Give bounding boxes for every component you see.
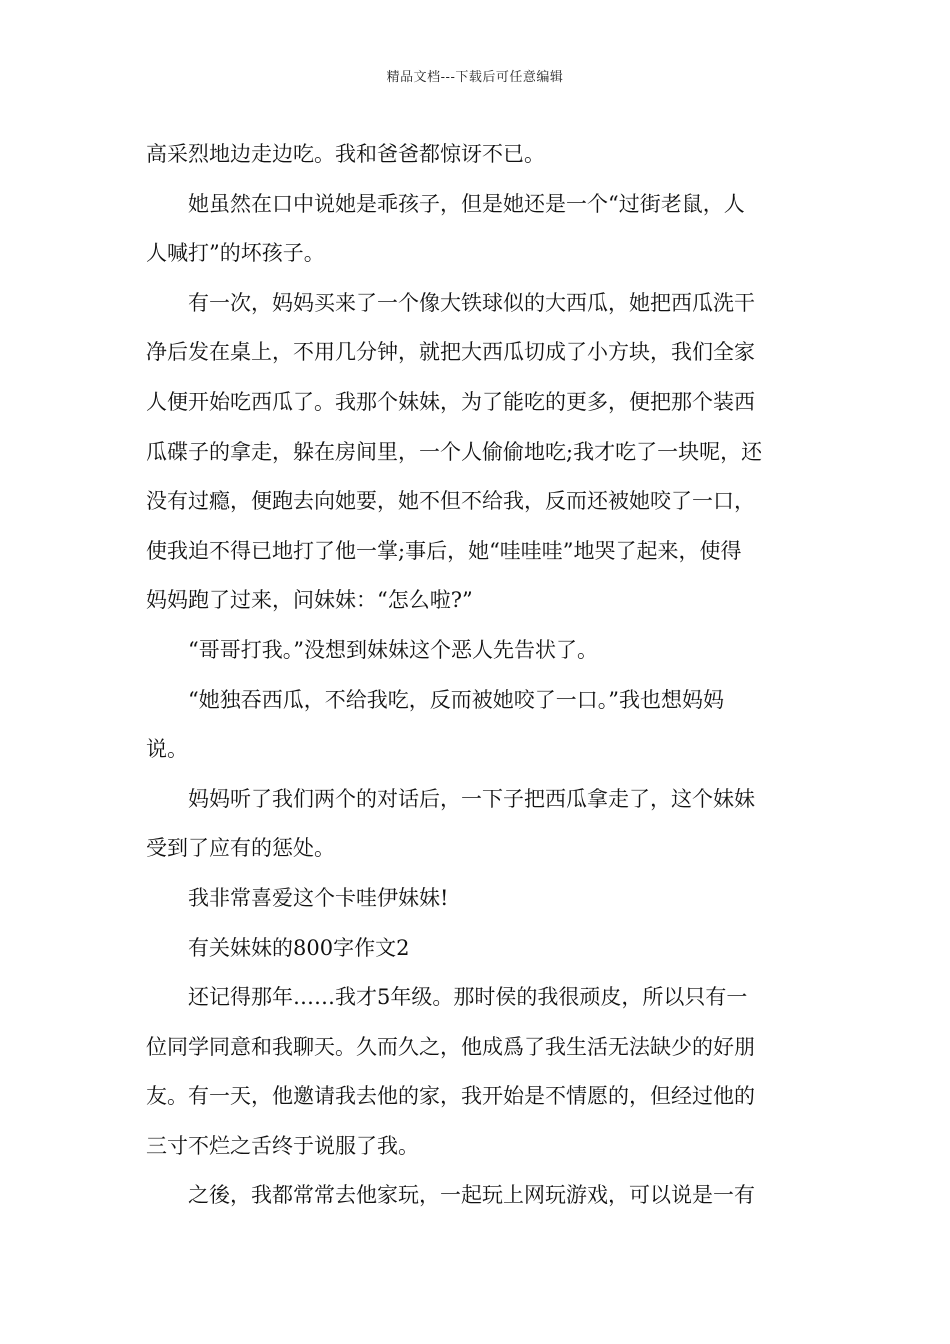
text-line: 友。有一天，他邀请我去他的家，我开始是不情愿的，但经过他的 — [146, 1084, 755, 1109]
text-line: 瓜碟子的拿走，躲在房间里，一个人偷偷地吃;我才吃了一块呢，还 — [146, 439, 763, 464]
document-body — [146, 130, 811, 1221]
text-line: 三寸不烂之舌终于说服了我。 — [146, 1133, 419, 1158]
text-line: 使我迫不得已地打了他一掌;事后，她“哇哇哇”地哭了起来，使得 — [146, 538, 742, 563]
text-line: 妈妈跑了过来，问妹妹：“怎么啦?” — [146, 588, 473, 613]
section-heading: 有关妹妹的800字作文2 — [188, 935, 410, 960]
text-line: 受到了应有的惩处。 — [146, 836, 335, 861]
text-line: 人便开始吃西瓜了。我那个妹妹，为了能吃的更多，便把那个装西 — [146, 389, 755, 414]
text-line: 我非常喜爱这个卡哇伊妹妹! — [188, 885, 449, 910]
text-line: 还记得那年……我才5年级。那时侯的我很顽皮，所以只有一 — [188, 985, 748, 1010]
text-line: “哥哥打我。”没想到妹妹这个恶人先告状了。 — [188, 637, 598, 662]
text-line: 有一次，妈妈买来了一个像大铁球似的大西瓜，她把西瓜洗干 — [188, 290, 755, 315]
text-line: 净后发在桌上，不用几分钟，就把大西瓜切成了小方块，我们全家 — [146, 340, 755, 365]
page-header: 精品文档---下载后可任意编辑 — [386, 70, 564, 85]
text-line: 人喊打”的坏孩子。 — [146, 241, 325, 266]
text-line: 妈妈听了我们两个的对话后，一下子把西瓜拿走了，这个妹妹 — [188, 786, 755, 811]
text-line: “她独吞西瓜，不给我吃，反而被她咬了一口。”我也想妈妈 — [188, 687, 724, 712]
text-line: 她虽然在口中说她是乖孩子，但是她还是一个“过街老鼠，人 — [188, 191, 745, 216]
text-line: 高采烈地边走边吃。我和爸爸都惊讶不已。 — [146, 142, 545, 166]
text-line: 没有过瘾，便跑去向她要，她不但不给我，反而还被她咬了一口， — [146, 489, 755, 514]
text-line: 之後，我都常常去他家玩，一起玩上网玩游戏，可以说是一有 — [188, 1183, 755, 1208]
text-line: 位同学同意和我聊天。久而久之，他成爲了我生活无法缺少的好朋 — [146, 1034, 755, 1059]
text-line: 说。 — [146, 737, 188, 762]
